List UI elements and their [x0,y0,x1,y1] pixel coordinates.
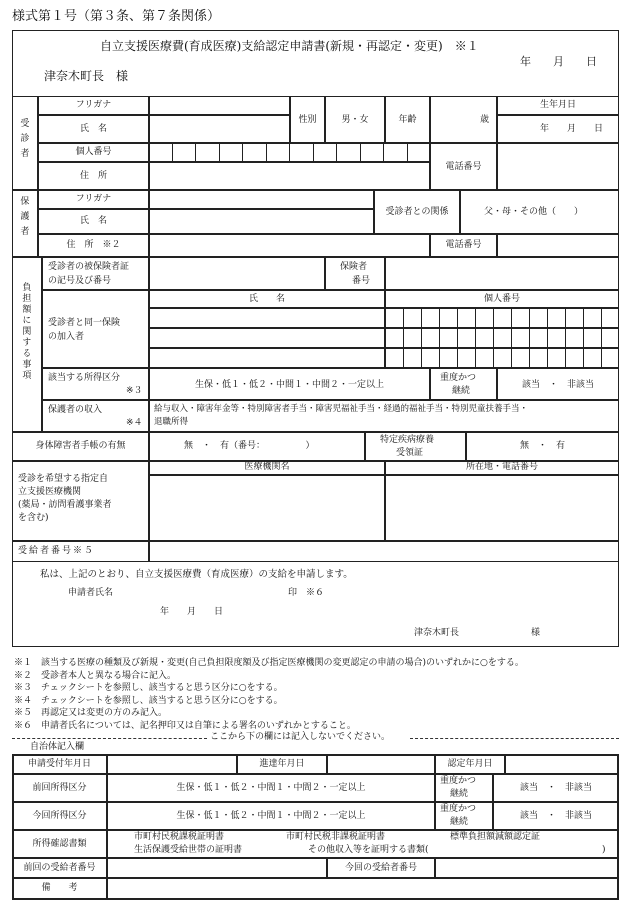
note-item: ※４ チェックシートを参照し、該当すると思う区分に○をする。 [14,695,283,706]
member-number-col: 個人番号 [483,294,520,304]
form-title: 自立支援医療費(育成医療)支給認定申請書(新規・再認定・変更) ※１ [100,39,479,53]
institution-label-3: (薬局・訪問看護事業者 [18,500,112,510]
specific-label-1: 特定疾病療養 [380,435,435,445]
declaration-date: 年 月 日 [160,607,224,617]
remarks-label: 備 考 [41,883,78,893]
doc-reduction-cert: 標準負担額減額認定証 [450,832,541,842]
patient-section-label: 受診者 [18,118,29,163]
prev-severe-label-1: 重度かつ [440,776,477,786]
handbook-value: 無 ・ 有（番号： ） [184,441,315,451]
note-item: ※５ 再認定又は変更の方のみ記入。 [14,708,168,718]
note-item: ※３ チェックシートを参照し、該当すると思う区分に○をする。 [14,683,283,693]
prev-no-label: 前回の受給者番号 [23,863,96,873]
burden-section-label: 負担額に関する事項 [20,282,31,381]
received-label: 申請受付年月日 [27,759,91,769]
age-unit: 歳 [480,115,490,125]
guardian-section-label: 保護者 [18,196,29,241]
certified-label: 認定年月日 [447,759,493,769]
birth-value: 年 月 日 [540,124,604,134]
relation-label: 受診者との関係 [385,207,449,217]
curr-income-label: 今回所得区分 [32,811,87,821]
patient-phone-label: 電話番号 [445,162,482,172]
relation-options: 父・母・その他（ ） [484,207,584,217]
member-name-1[interactable] [149,308,385,328]
patient-furigana-field[interactable] [149,96,290,115]
note-item: ※１ 該当する医療の種類及び新規・変更(自己負担限度額及び指定医療機関の変更認定の申請の場合)のいずれかに○をする。 [14,658,524,668]
severe-options: 該当 ・ 非該当 [521,380,594,390]
patient-personal-no-label: 個人番号 [75,147,112,157]
same-insurance-label-2: の加入者 [48,332,85,342]
guardian-phone-field[interactable] [497,234,619,257]
member-name-2[interactable] [149,328,385,348]
declaration-addressee: 津奈木町長 様 [414,628,541,638]
prev-income-options: 生保・低１・低２・中間１・中間２・一定以上 [176,783,366,793]
specific-label-2: 受領証 [396,448,424,458]
curr-no-label: 今回の受給者番号 [344,863,417,873]
handbook-label: 身体障害者手帳の有無 [35,441,126,451]
institution-label-1: 受診を希望する指定自 [18,474,109,484]
specific-value: 無 ・ 有 [519,441,565,451]
patient-address-field[interactable] [149,162,430,190]
curr-no-field[interactable] [435,858,619,878]
prev-income-label: 前回所得区分 [32,783,87,793]
date-line: 年 月 日 [520,55,597,68]
institution-name-field[interactable] [149,475,385,541]
prev-no-field[interactable] [107,858,327,878]
remarks-field[interactable] [107,878,619,900]
patient-address-label: 住 所 [79,171,107,181]
certified-field[interactable] [505,754,619,774]
income-category-label-2: ※３ [126,386,143,396]
prev-severe-label-2: 継続 [450,789,469,799]
guardian-income-label-2: ※４ [126,418,143,428]
income-category-label-1: 該当する所得区分 [48,373,121,383]
applicant-name-label: 申請者氏名 [68,588,114,598]
patient-phone-field[interactable] [497,143,619,190]
declaration-text: 私は、上記のとおり、自立支援医療費（育成医療）の支給を申請します。 [40,569,353,580]
addressee: 津奈木町長 様 [44,69,129,83]
note-item: ※６ 申請者氏名については、記名押印又は自筆による署名のいずれかとすること。 [14,720,356,731]
insurer-label-2: 番号 [352,276,371,286]
guardian-name-field[interactable] [149,209,374,234]
doc-welfare-cert: 生活保護受給世帯の証明書 [134,845,243,855]
age-label: 年齢 [398,115,417,125]
institution-address-col: 所在地・電話番号 [465,462,538,472]
insurer-label-1: 保険者 [340,262,368,272]
income-text-1: 給与収入・障害年金等・特別障害者手当・障害児福祉手当・経過的福祉手当・特別児童扶養手当・ [154,404,529,414]
birth-label: 生年月日 [539,100,576,110]
guardian-phone-label: 電話番号 [445,240,482,250]
institution-label-2: 立支援医療機関 [18,487,82,497]
doc-nontax-certificate: 市町村民税非課税証明書 [286,832,386,842]
doc-other: その他収入等を証明する書類( [308,845,429,855]
patient-name-field[interactable] [149,115,290,143]
gender-label: 性別 [298,115,317,125]
prev-severe-options: 該当 ・ 非該当 [519,783,592,793]
member-name-3[interactable] [149,348,385,368]
income-options: 生保・低１・低２・中間１・中間２・一定以上 [194,380,384,390]
recipient-no-label: 受給者番号※５ [18,546,96,556]
patient-furigana-label: フリガナ [75,100,112,110]
severe-label-2: 継続 [452,386,471,396]
guardian-income-label-1: 保護者の収入 [48,405,103,415]
note-item: ※２ 受診者本人と異なる場合に記入。 [14,670,177,681]
income-text-2: 退職所得 [154,417,189,427]
insurance-no-field[interactable] [149,257,325,290]
docs-label: 所得確認書類 [32,839,87,849]
guardian-address-label: 住 所 ※２ [66,240,121,250]
guardian-furigana-field[interactable] [149,190,374,209]
patient-name-label: 氏 名 [79,124,107,134]
curr-severe-label-1: 重度かつ [440,804,477,814]
office-header: 自治体記入欄 [30,742,85,752]
insurer-no-field[interactable] [385,257,619,290]
form-number: 様式第１号（第３条、第７条関係） [12,9,221,24]
same-insurance-label-1: 受診者と同一保険 [48,318,121,328]
curr-income-options: 生保・低１・低２・中間１・中間２・一定以上 [176,811,366,821]
guardian-furigana-label: フリガナ [75,194,112,204]
doc-other-close: ) [602,845,606,855]
reported-field[interactable] [327,754,435,774]
institution-name-col: 医療機関名 [244,462,290,472]
guardian-name-label: 氏 名 [79,216,107,226]
curr-severe-label-2: 継続 [450,817,469,827]
member-name-col: 氏 名 [248,294,285,304]
reported-label: 進達年月日 [259,759,305,769]
gender-options: 男・女 [341,115,369,125]
curr-severe-options: 該当 ・ 非該当 [519,811,592,821]
insurance-label-2: の記号及び番号 [48,276,112,286]
received-field[interactable] [107,754,237,774]
cut-line-text: ここから下の欄には記入しないでください。 [210,732,391,742]
doc-tax-certificate: 市町村民税課税証明書 [134,832,225,842]
seal-label: 印 ※６ [288,588,325,598]
guardian-address-field[interactable] [149,234,430,257]
institution-label-4: を含む) [18,513,49,523]
severe-label-1: 重度かつ [440,373,477,383]
insurance-label-1: 受診者の被保険者証 [48,262,130,272]
recipient-no-field[interactable] [149,541,619,562]
institution-address-field[interactable] [385,475,619,541]
